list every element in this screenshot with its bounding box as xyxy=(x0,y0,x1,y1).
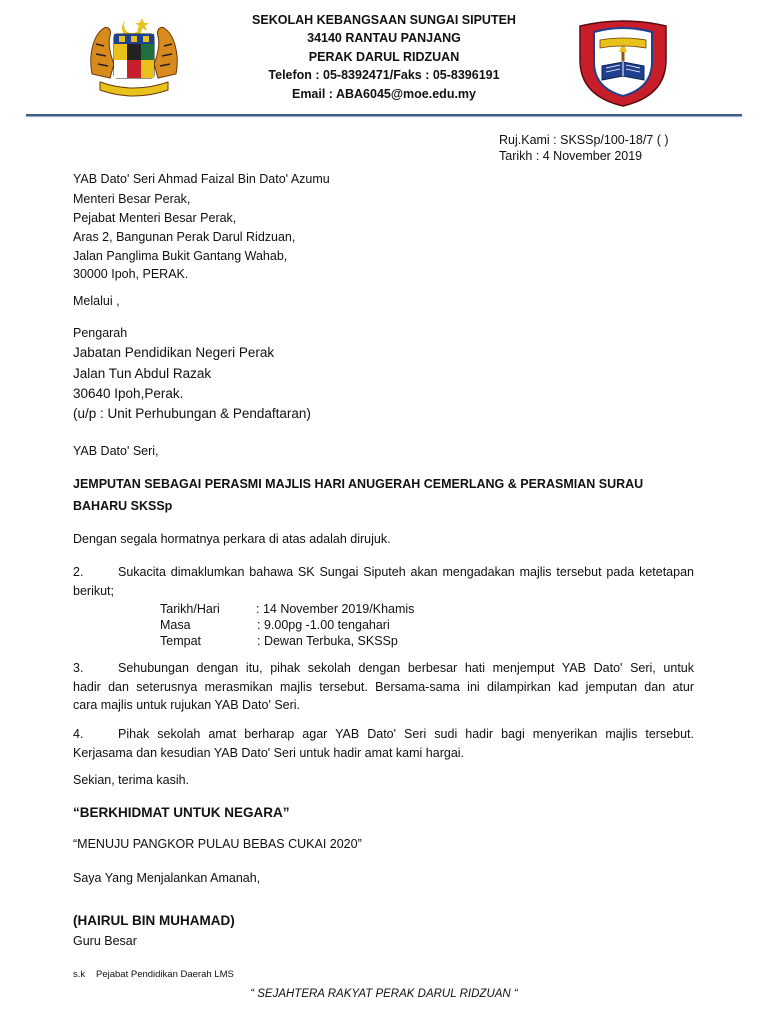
motto: “BERKHIDMAT UNTUK NEGARA” xyxy=(73,805,290,820)
detail-value: : 9.00pg -1.00 tengahari xyxy=(257,618,390,632)
closing-text: Sekian, terima kasih. xyxy=(73,773,190,787)
reference-number: Ruj.Kami : SKSSp/100-18/7 ( ) xyxy=(499,133,669,147)
recipient-line: Jalan Panglima Bukit Gantang Wahab, xyxy=(73,249,288,263)
recipient-line: Aras 2, Bangunan Perak Darul Ridzuan, xyxy=(73,230,296,244)
recipient-line: Menteri Besar Perak, xyxy=(73,192,191,206)
school-phone-fax: Telefon : 05-8392471/Faks : 05-8396191 xyxy=(268,68,500,82)
school-state: PERAK DARUL RIDZUAN xyxy=(308,50,460,64)
cc-label: s.k xyxy=(73,969,86,980)
slogan: “MENUJU PANGKOR PULAU BEBAS CUKAI 2020” xyxy=(73,837,362,851)
detail-label: Tarikh/Hari xyxy=(160,602,220,616)
paragraph-number: 4. xyxy=(73,727,84,741)
school-name: SEKOLAH KEBANGSAAN SUNGAI SIPUTEH xyxy=(252,13,516,27)
detail-value: : Dewan Terbuka, SKSSp xyxy=(257,634,398,648)
via-line: 30640 Ipoh,Perak. xyxy=(73,386,184,401)
paragraph-4-line: Pihak sekolah amat berharap agar YAB Dato' Seri sudi hadir bagi menyerikan majlis tersebut. xyxy=(118,727,694,741)
salutation: YAB Dato' Seri, xyxy=(73,444,159,458)
paragraph-number: 3. xyxy=(73,661,84,675)
recipient-line: 30000 Ipoh, PERAK. xyxy=(73,267,189,281)
cc-recipient: Pejabat Pendidikan Daerah LMS xyxy=(96,969,234,980)
paragraph-number: 2. xyxy=(73,565,84,579)
paragraph-2-line: Sukacita dimaklumkan bahawa SK Sungai Siputeh akan mengadakan majlis tersebut pada ketetapan xyxy=(118,565,694,579)
via-line: (u/p : Unit Perhubungan & Pendaftaran) xyxy=(73,406,311,421)
subject-line: BAHARU SKSSp xyxy=(73,499,173,513)
signoff-text: Saya Yang Menjalankan Amanah, xyxy=(73,871,261,885)
paragraph-4-line: Kerjasama dan kesudian YAB Dato' Seri untuk hadir amat kami hargai. xyxy=(73,746,465,760)
detail-label: Masa xyxy=(160,618,191,632)
signatory-title: Guru Besar xyxy=(73,934,137,948)
subject-line: JEMPUTAN SEBAGAI PERASMI MAJLIS HARI ANUGERAH CEMERLANG & PERASMIAN SURAU xyxy=(73,477,644,491)
paragraph-3-line: cara majlis untuk rujukan YAB Dato' Seri. xyxy=(73,698,301,712)
recipient-line: YAB Dato' Seri Ahmad Faizal Bin Dato' Azumu xyxy=(73,172,330,186)
detail-value: : 14 November 2019/Khamis xyxy=(256,602,415,616)
via-line: Jalan Tun Abdul Razak xyxy=(73,366,212,381)
letter-date: Tarikh : 4 November 2019 xyxy=(499,149,643,163)
school-email: Email : ABA6045@moe.edu.my xyxy=(291,87,476,101)
recipient-line: Pejabat Menteri Besar Perak, xyxy=(73,211,237,225)
signatory-name: (HAIRUL BIN MUHAMAD) xyxy=(73,913,235,928)
via-line: Jabatan Pendidikan Negeri Perak xyxy=(73,345,275,360)
opening-paragraph: Dengan segala hormatnya perkara di atas adalah dirujuk. xyxy=(73,532,391,546)
detail-label: Tempat xyxy=(160,634,201,648)
paragraph-3-line: hadir dan seterusnya merasmikan majlis tersebut. Bersama-sama ini dilampirkan kad jemputan dan atur xyxy=(73,680,694,694)
school-postcode-town: 34140 RANTAU PANJANG xyxy=(307,31,461,45)
paragraph-3-line: Sehubungan dengan itu, pihak sekolah dengan berbesar hati menjemput YAB Dato' Seri, untuk xyxy=(118,661,694,675)
via-label: Melalui , xyxy=(73,294,120,308)
header-divider xyxy=(26,114,742,116)
via-line: Pengarah xyxy=(73,326,128,340)
paragraph-2-line: berikut; xyxy=(73,584,114,598)
footer-slogan: “ SEJAHTERA RAKYAT PERAK DARUL RIDZUAN “ xyxy=(250,988,518,1000)
